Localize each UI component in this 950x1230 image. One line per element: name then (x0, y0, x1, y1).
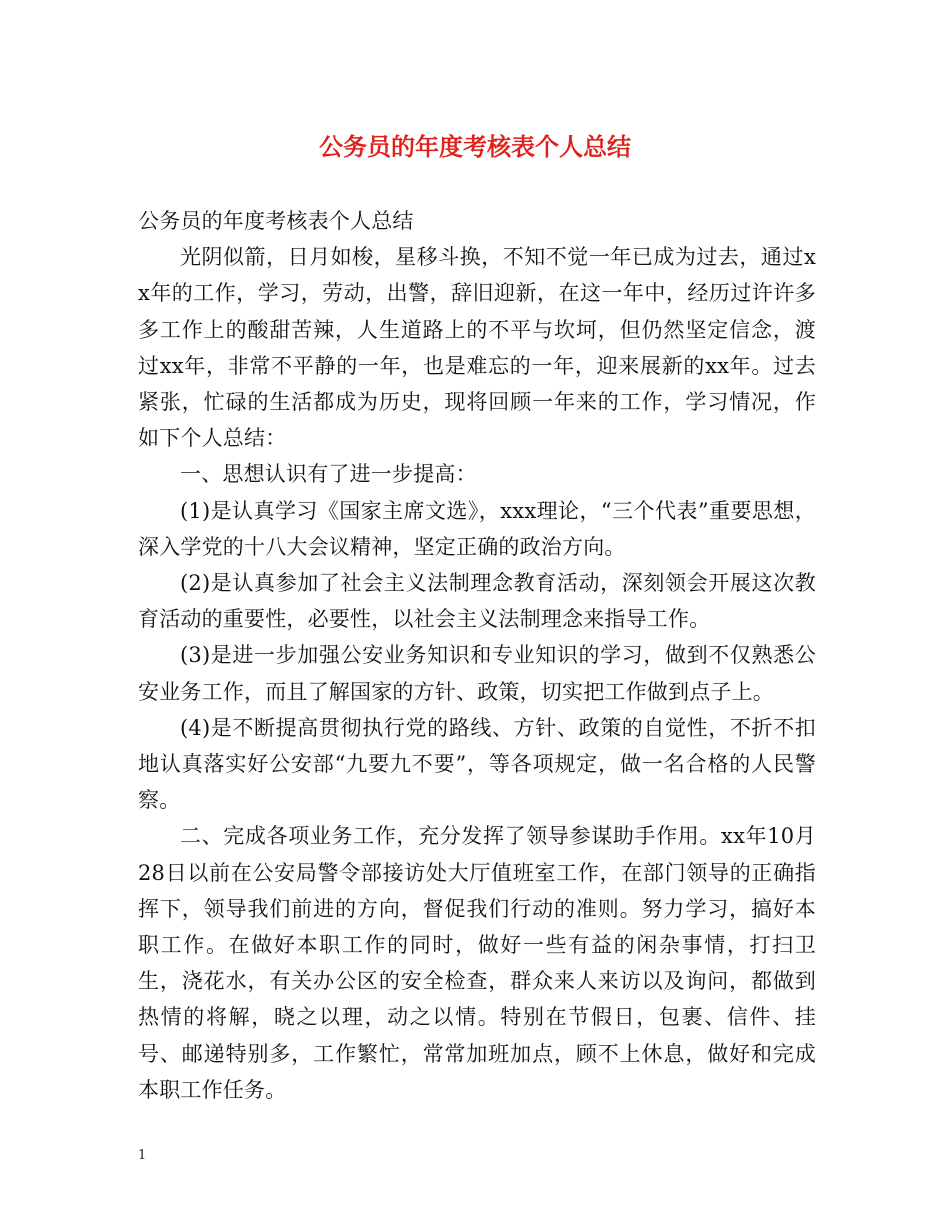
document-body (138, 203, 816, 1108)
page-number: 1 (138, 1148, 147, 1163)
item-2-paragraph: (2)是认真参加了社会主义法制理念教育活动，深刻领会开展这次教育活动的重要性，必要性，以社会主义法制理念来指导工作。 (138, 571, 816, 632)
item-3-paragraph: (3)是进一步加强公安业务知识和专业知识的学习，做到不仅熟悉公安业务工作，而且了解国家的方针、政策，切实把工作做到点子上。 (138, 643, 816, 704)
section-one-heading: 一、思想认识有了进一步提高： (180, 462, 477, 487)
section-two-paragraph: 二、完成各项业务工作，充分发挥了领导参谋助手作用。xx年10月28日以前在公安局警令部接访处大厅值班室工作，在部门领导的正确指挥下，领导我们前进的方向，督促我们行动的准则。努力学习，搞好本职工作。在做好本职工作的同时，做好一些有益的闲杂事情，打扫卫生，浇花水，有关办公区的安全检查，群众来人来访以及询问，都做到热情的将解，晓之以理，动之以情。特别在节假日，包裹、信件、挂号、邮递特别多，工作繁忙，常常加班加点，顾不上休息，做好和完成本职工作任务。 (138, 824, 816, 1102)
document-title: 公务员的年度考核表个人总结 (319, 133, 631, 161)
item-4-paragraph: (4)是不断提高贯彻执行党的路线、方针、政策的自觉性，不折不扣地认真落实好公安部“九要九不要”，等各项规定，做一名合格的人民警察。 (138, 715, 816, 813)
body-heading: 公务员的年度考核表个人总结 (138, 209, 414, 233)
intro-paragraph: 光阴似箭，日月如梭，星移斗换，不知不觉一年已成为过去，通过xx年的工作，学习，劳动，出警，辞旧迎新，在这一年中，经历过许许多多工作上的酸甜苦辣，人生道路上的不平与坎坷，但仍然坚定信念，渡过xx年，非常不平静的一年，也是难忘的一年，迎来展新的xx年。过去紧张，忙碌的生活都成为历史，现将回顾一年来的工作，学习情况，作如下个人总结： (138, 245, 816, 451)
item-1-paragraph: (1)是认真学习《国家主席文选》，xxx理论，“三个代表”重要思想，深入学党的十八大会议精神，坚定正确的政治方向。 (138, 498, 816, 559)
